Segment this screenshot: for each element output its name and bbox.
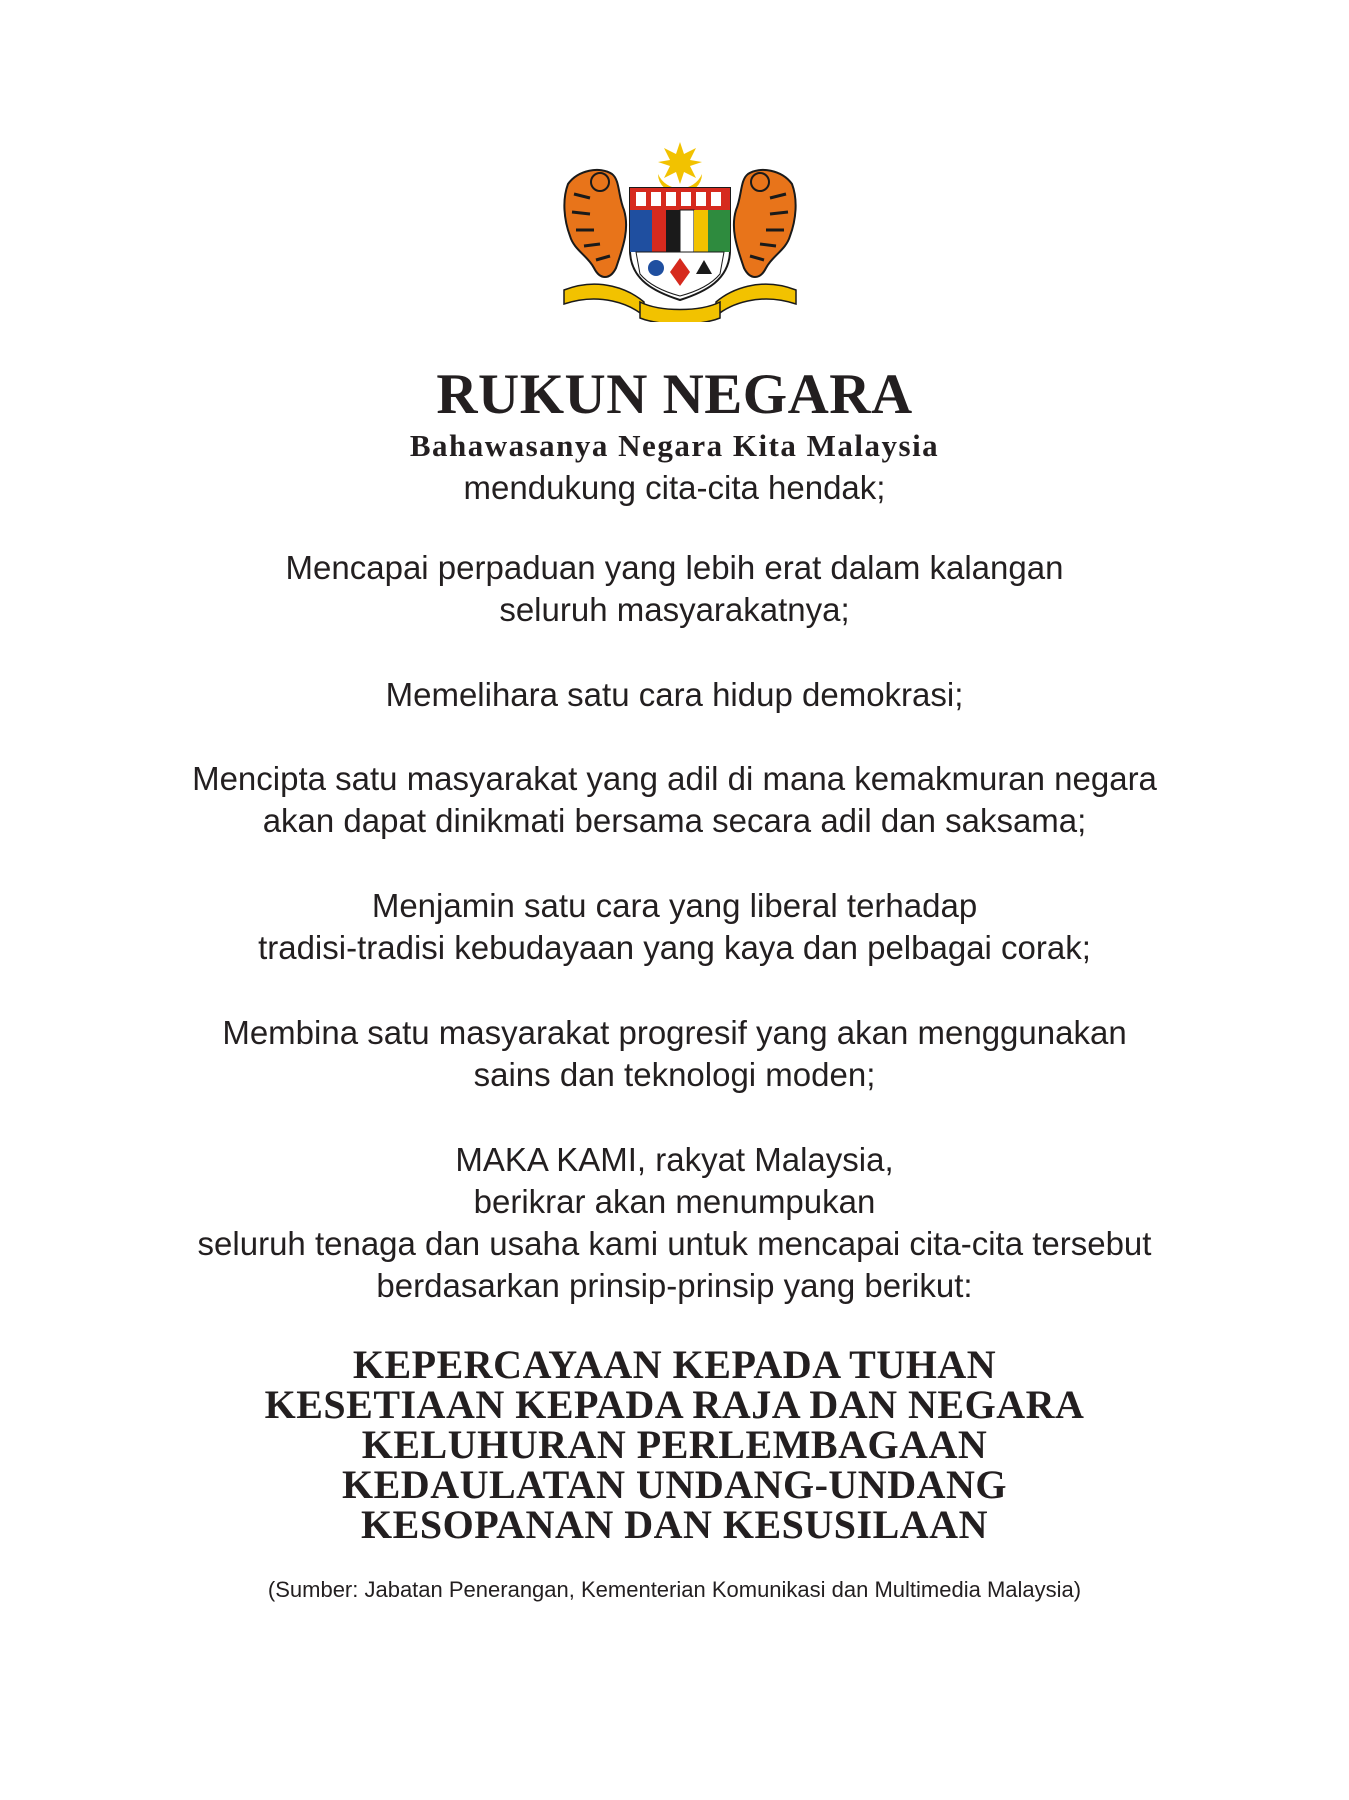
principle-5: KESOPANAN DAN KESUSILAAN (361, 1502, 988, 1547)
aspiration-line: Menjamin satu cara yang liberal terhadap (371, 887, 978, 924)
aspiration-line: seluruh masyarakatnya; (499, 591, 850, 628)
coat-of-arms-emblem (560, 140, 800, 322)
principle-2: KESETIAAN KEPADA RAJA DAN NEGARA (264, 1382, 1085, 1427)
aspiration-5 (0, 1012, 1349, 1096)
aspiration-4 (0, 885, 1349, 969)
federal-star-icon (658, 142, 702, 184)
aspiration-line: akan dapat dinikmati bersama secara adil dan saksama; (262, 802, 1087, 839)
aspiration-2 (0, 674, 1349, 716)
left-tiger-icon (564, 170, 626, 277)
aspiration-line: tradisi-tradisi kebudayaan yang kaya dan pelbagai corak; (258, 929, 1091, 966)
pledge-line: berikrar akan menumpukan (473, 1183, 876, 1220)
aspiration-line: Mencapai perpaduan yang lebih erat dalam kalangan (285, 549, 1064, 586)
aspiration-line: sains dan teknologi moden; (473, 1056, 876, 1093)
aspiration-line: Membina satu masyarakat progresif yang akan menggunakan (222, 1014, 1127, 1051)
aspiration-line: Memelihara satu cara hidup demokrasi; (385, 676, 964, 713)
principles-list (0, 1342, 1349, 1547)
aspiration-3 (0, 758, 1349, 842)
right-tiger-icon (734, 170, 796, 277)
preamble-line: mendukung cita-cita hendak; (463, 469, 886, 506)
pledge (0, 1139, 1349, 1307)
pledge-line: berdasarkan prinsip-prinsip yang berikut: (376, 1267, 973, 1304)
subtitle: Bahawasanya Negara Kita Malaysia (409, 428, 940, 463)
principle-1: KEPERCAYAAN KEPADA TUHAN (352, 1342, 997, 1387)
source-citation: (Sumber: Jabatan Penerangan, Kementerian Komunikasi dan Multimedia Malaysia) (267, 1577, 1082, 1602)
shield-icon (630, 188, 730, 300)
principle-4: KEDAULATAN UNDANG-UNDANG (342, 1462, 1007, 1507)
principle-3: KELUHURAN PERLEMBAGAAN (361, 1422, 988, 1467)
page-title: RUKUN NEGARA (436, 363, 913, 426)
aspiration-line: Mencipta satu masyarakat yang adil di mana kemakmuran negara (192, 760, 1157, 797)
aspiration-1 (0, 547, 1349, 631)
preamble (0, 467, 1349, 509)
pledge-line: seluruh tenaga dan usaha kami untuk mencapai cita-cita tersebut (197, 1225, 1152, 1262)
pledge-line: MAKA KAMI, rakyat Malaysia, (455, 1141, 894, 1178)
